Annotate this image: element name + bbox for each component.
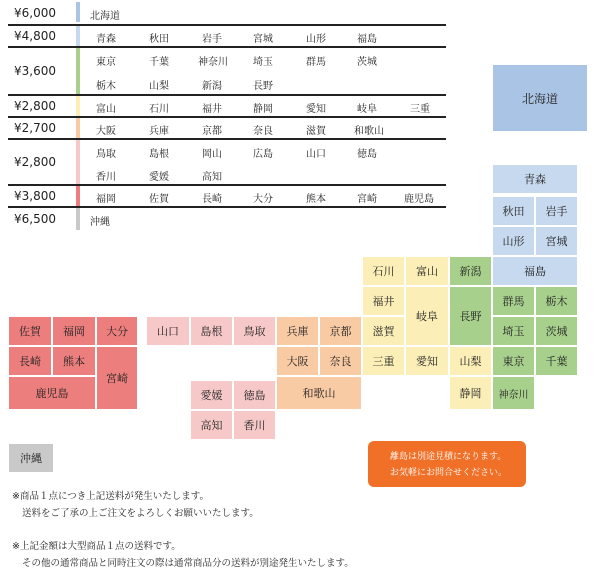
map-saitama: 埼玉 (492, 316, 535, 346)
map-aichi: 愛知 (405, 346, 449, 376)
pref-label: 神奈川 (198, 57, 228, 68)
pref-label: 愛媛 (149, 172, 169, 183)
map-kochi: 高知 (190, 410, 233, 440)
pref-label: 和歌山 (354, 126, 384, 137)
map-kyoto: 京都 (319, 316, 362, 346)
pref-label: 北海道 (90, 11, 120, 22)
map-kumamoto: 熊本 (52, 346, 96, 376)
map-yamanashi: 山梨 (449, 346, 492, 376)
pref-label: 滋賀 (306, 126, 326, 137)
pref-label: 長崎 (202, 194, 222, 205)
map-gunma: 群馬 (492, 286, 535, 316)
footnote: ※上記金額は大型商品１点の送料です。 (12, 541, 181, 552)
pref-label: 長野 (253, 81, 273, 92)
map-osaka: 大阪 (276, 346, 319, 376)
pref-label: 香川 (96, 172, 116, 183)
pref-label: 熊本 (306, 194, 326, 205)
map-tottori: 鳥取 (233, 316, 276, 346)
pref-label: 山梨 (149, 81, 169, 92)
pref-label: 三重 (410, 104, 430, 115)
map-niigata: 新潟 (449, 256, 492, 286)
pref-label: 岩手 (202, 34, 222, 45)
map-miyagi: 宮城 (535, 226, 578, 256)
map-yamagata: 山形 (492, 226, 535, 256)
map-nagasaki: 長崎 (8, 346, 52, 376)
price-label: ¥2,800 (14, 155, 56, 169)
map-wakayama: 和歌山 (276, 376, 362, 410)
map-hokkaido: 北海道 (492, 64, 588, 132)
price-label: ¥2,700 (14, 121, 56, 135)
footnote: 送料をご了承の上ご注文をよろしくお願いいたします。 (22, 508, 259, 519)
pref-label: 青森 (96, 34, 116, 45)
pref-label: 大分 (253, 194, 273, 205)
pref-label: 宮城 (253, 34, 273, 45)
map-okinawa: 沖縄 (8, 443, 54, 473)
map-oita: 大分 (96, 316, 138, 346)
pref-label: 沖縄 (90, 217, 110, 228)
pref-label: 茨城 (357, 57, 377, 68)
pref-label: 石川 (149, 104, 169, 115)
pref-label: 大阪 (96, 126, 116, 137)
map-ehime: 愛媛 (190, 380, 233, 410)
map-shimane: 島根 (190, 316, 233, 346)
map-hyogo: 兵庫 (276, 316, 319, 346)
footnote: その他の通常商品と同時注文の際は通常商品分の送料が別途発生いたします。 (22, 558, 354, 569)
pref-label: 福岡 (96, 194, 116, 205)
pref-label: 富山 (96, 104, 116, 115)
pref-label: 兵庫 (149, 126, 169, 137)
map-mie: 三重 (362, 346, 405, 376)
pref-label: 岡山 (202, 149, 222, 160)
map-kanagawa: 神奈川 (492, 376, 535, 410)
map-miyazaki: 宮崎 (96, 346, 138, 410)
price-label: ¥3,600 (14, 64, 56, 78)
note-line: お気軽にお問合せください。 (390, 468, 508, 478)
pref-label: 埼玉 (253, 57, 273, 68)
remote-island-note (368, 441, 526, 487)
map-kagawa: 香川 (233, 410, 276, 440)
pref-label: 福島 (357, 34, 377, 45)
map-tokyo: 東京 (492, 346, 535, 376)
pref-label: 佐賀 (149, 194, 169, 205)
pref-label: 秋田 (149, 34, 169, 45)
map-iwate: 岩手 (535, 196, 578, 226)
pref-label: 島根 (149, 149, 169, 160)
pref-label: 高知 (202, 172, 222, 183)
map-saga: 佐賀 (8, 316, 52, 346)
map-kagoshima: 鹿児島 (8, 376, 96, 410)
map-akita: 秋田 (492, 196, 535, 226)
pref-label: 群馬 (306, 57, 326, 68)
price-label: ¥6,500 (14, 212, 56, 226)
pref-label: 東京 (96, 57, 116, 68)
pref-label: 静岡 (253, 104, 273, 115)
pref-label: 福井 (202, 104, 222, 115)
pref-label: 鹿児島 (404, 194, 434, 205)
pref-label: 千葉 (149, 57, 169, 68)
map-aomori: 青森 (492, 164, 578, 194)
pref-label: 愛知 (306, 104, 326, 115)
footnote: ※商品１点につき上記送料が発生いたします。 (12, 491, 210, 502)
pref-label: 山形 (306, 34, 326, 45)
pref-label: 新潟 (202, 81, 222, 92)
pref-label: 鳥取 (96, 149, 116, 160)
map-ishikawa: 石川 (362, 256, 405, 286)
map-yamaguchi: 山口 (146, 316, 190, 346)
note-line: 離島は別途見積になります。 (390, 452, 507, 462)
map-nara: 奈良 (319, 346, 362, 376)
map-fukushima: 福島 (492, 256, 578, 286)
map-chiba: 千葉 (535, 346, 578, 376)
price-label: ¥3,800 (14, 189, 56, 203)
map-gifu: 岐阜 (405, 286, 449, 346)
pref-label: 徳島 (357, 149, 377, 160)
pref-label: 広島 (253, 149, 273, 160)
pref-label: 宮崎 (357, 194, 377, 205)
map-ibaraki: 茨城 (535, 316, 578, 346)
map-tochigi: 栃木 (535, 286, 578, 316)
pref-label: 山口 (306, 149, 326, 160)
map-shiga: 滋賀 (362, 316, 405, 346)
pref-label: 京都 (202, 126, 222, 137)
map-fukuoka: 福岡 (52, 316, 96, 346)
pref-label: 奈良 (253, 126, 273, 137)
price-label: ¥2,800 (14, 99, 56, 113)
map-tokushima: 徳島 (233, 380, 276, 410)
price-label: ¥6,000 (14, 6, 56, 20)
map-shizuoka: 静岡 (449, 376, 492, 410)
price-label: ¥4,800 (14, 29, 56, 43)
pref-label: 岐阜 (357, 104, 377, 115)
pref-label: 栃木 (96, 81, 116, 92)
map-fukui: 福井 (362, 286, 405, 316)
map-toyama: 富山 (405, 256, 449, 286)
map-nagano: 長野 (449, 286, 492, 346)
